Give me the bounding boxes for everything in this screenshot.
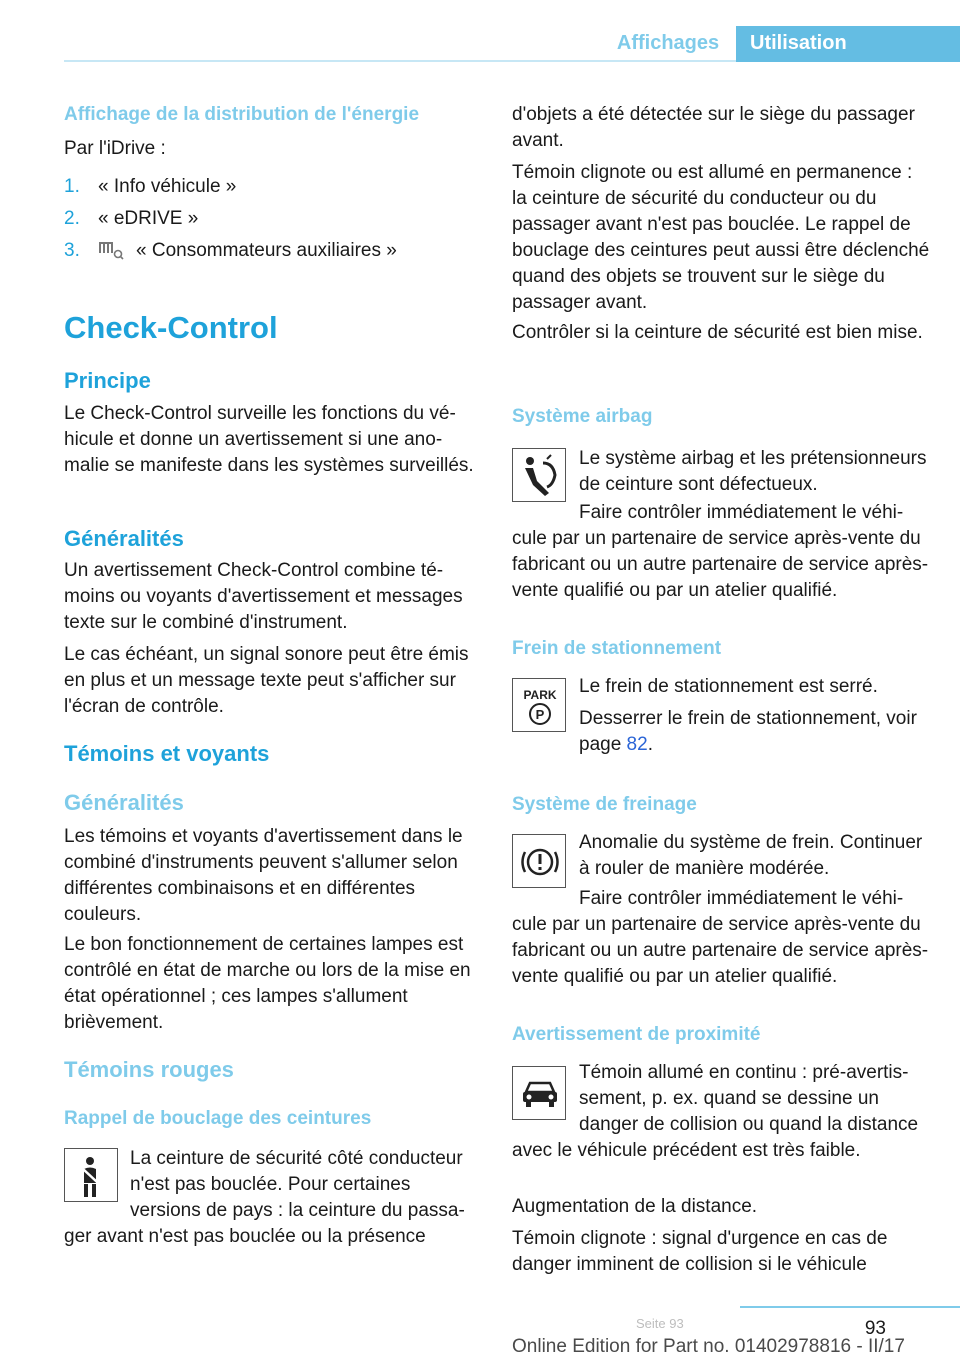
- energy-intro-text: Par l'iDrive :: [64, 138, 166, 159]
- page-watermark: Seite 93: [636, 1316, 684, 1331]
- parking-brake-text-2: [579, 706, 930, 758]
- check-control-title: Check-Control: [64, 310, 278, 345]
- airbag-text-2-wrap: [512, 500, 930, 604]
- proximity-text-3: Témoin clignote : signal d'urgence en cas de danger imminent de collision si le véhicule: [512, 1228, 888, 1275]
- list-item-text: « Consommateurs auxiliaires »: [136, 240, 397, 261]
- parking-brake-icon: [512, 678, 566, 732]
- list-item-number: 1.: [64, 176, 80, 197]
- seatbelt-reminder-heading: Rappel de bouclage des ceintures: [64, 1108, 372, 1129]
- generalites-text-1: Un avertissement Check-Control combine témoins ou voyants d'avertissement et messages texte sur le combiné d'instrument.: [64, 560, 463, 633]
- generalites-text-2: Le cas échéant, un signal sonore peut être émis en plus et un message texte peut s'afficher sur l'écran de contrôle.: [64, 644, 469, 717]
- parking-brake-text-2-pre: Desserrer le frein de stationnement, voir page: [579, 708, 917, 755]
- list-item-number: 3.: [64, 240, 80, 261]
- seatbelt-continued-text-1: d'objets a été détectée sur le siège du passager avant.: [512, 104, 915, 151]
- braking-text: [512, 830, 930, 884]
- parking-brake-heading: Frein de stationnement: [512, 638, 722, 659]
- temoins-generalites-heading: Généralités: [64, 790, 184, 815]
- airbag-text-2: Faire contrôler immédiatement le véhicule par un partenaire de service après-vente du fabricant ou un autre partenaire de service après-vente qualifié ou par un atelier qualifié.: [512, 502, 929, 601]
- generalites-heading: Généralités: [64, 526, 184, 551]
- list-item-number: 2.: [64, 208, 80, 229]
- braking-text-1: Anomalie du système de frein. Continuer à rouler de manière modérée.: [579, 832, 923, 879]
- braking-text-2: Faire contrôler immédiatement le véhicule par un partenaire de service après-vente du fabricant ou un autre partenaire de service après-vente qualifié ou par un atelier qualifié.: [512, 888, 929, 987]
- parking-brake-text-1: Le frein de stationnement est serré.: [579, 676, 878, 697]
- seatbelt-continued-text-2: Témoin clignote ou est allumé en permanence : la ceinture de sécurité du conducteur ou du passager avant n'est pas bouclée. Le rappel de bouclage des ceintures peut aussi être déclenché quand des objets se trouvent sur le siège du passager avant.: [512, 162, 930, 313]
- temoins-text-2: Le bon fonctionnement de certaines lampes est contrôlé en état de marche ou lors de la mise en état opérationnel ; ces lampes s'allument brièvement.: [64, 934, 471, 1033]
- parking-brake-text-2-post: .: [647, 734, 653, 755]
- list-item-text: « Info véhicule »: [98, 176, 237, 197]
- proximity-warning-heading: Avertissement de proximité: [512, 1024, 761, 1045]
- svg-text:P: P: [535, 707, 545, 722]
- temoins-rouges-heading: Témoins rouges: [64, 1057, 234, 1082]
- principe-text: Le Check-Control surveille les fonctions du véhicule et donne un avertissement si une anomalie se manifeste dans les systèmes surveillés.: [64, 403, 474, 476]
- page-82-link[interactable]: 82: [626, 734, 648, 755]
- braking-system-heading: Système de freinage: [512, 794, 697, 815]
- section-tab-affichages[interactable]: Affichages: [616, 32, 720, 54]
- proximity-text-2: Augmentation de la distance.: [512, 1196, 758, 1217]
- edition-footer: Online Edition for Part no. 01402978816 - II/17: [512, 1336, 905, 1357]
- principe-heading: Principe: [64, 368, 151, 393]
- page-number: 93: [864, 1318, 886, 1339]
- temoins-text-1: Les témoins et voyants d'avertissement dans le combiné d'instruments peuvent s'allumer selon différentes combinaisons et en différentes couleurs.: [64, 826, 463, 925]
- airbag-heading: Système airbag: [512, 406, 653, 427]
- proximity-text-1-wrap: [512, 1060, 930, 1164]
- airbag-text: [512, 446, 930, 500]
- section-tab-utilisation[interactable]: Utilisation: [736, 26, 960, 62]
- auxiliary-consumers-icon: [98, 242, 124, 260]
- park-icon-label: PARK: [523, 688, 557, 702]
- seatbelt-text-content: La ceinture de sécurité côté conducteur n'est pas bouclée. Pour certaines versions de pays : la ceinture du passager avant n'est pas bouclée ou la présence: [64, 1148, 465, 1247]
- seatbelt-text: [64, 1146, 480, 1250]
- airbag-text-1: Le système airbag et les prétensionneurs de ceinture sont défectueux.: [579, 448, 927, 495]
- footer-rule: [740, 1306, 960, 1308]
- list-item-text: « eDRIVE »: [98, 208, 199, 229]
- energy-distribution-heading: Affichage de la distribution de l'énergie: [64, 104, 420, 125]
- seatbelt-continued-text-3: Contrôler si la ceinture de sécurité est bien mise.: [512, 322, 923, 343]
- temoins-voyants-heading: Témoins et voyants: [64, 741, 270, 766]
- proximity-text-1: Témoin allumé en continu : pré-avertissement, p. ex. quand se dessine un danger de collision ou quand la distance avec le véhicule précédent est très faible.: [512, 1062, 919, 1161]
- braking-text-2-wrap: [512, 886, 930, 990]
